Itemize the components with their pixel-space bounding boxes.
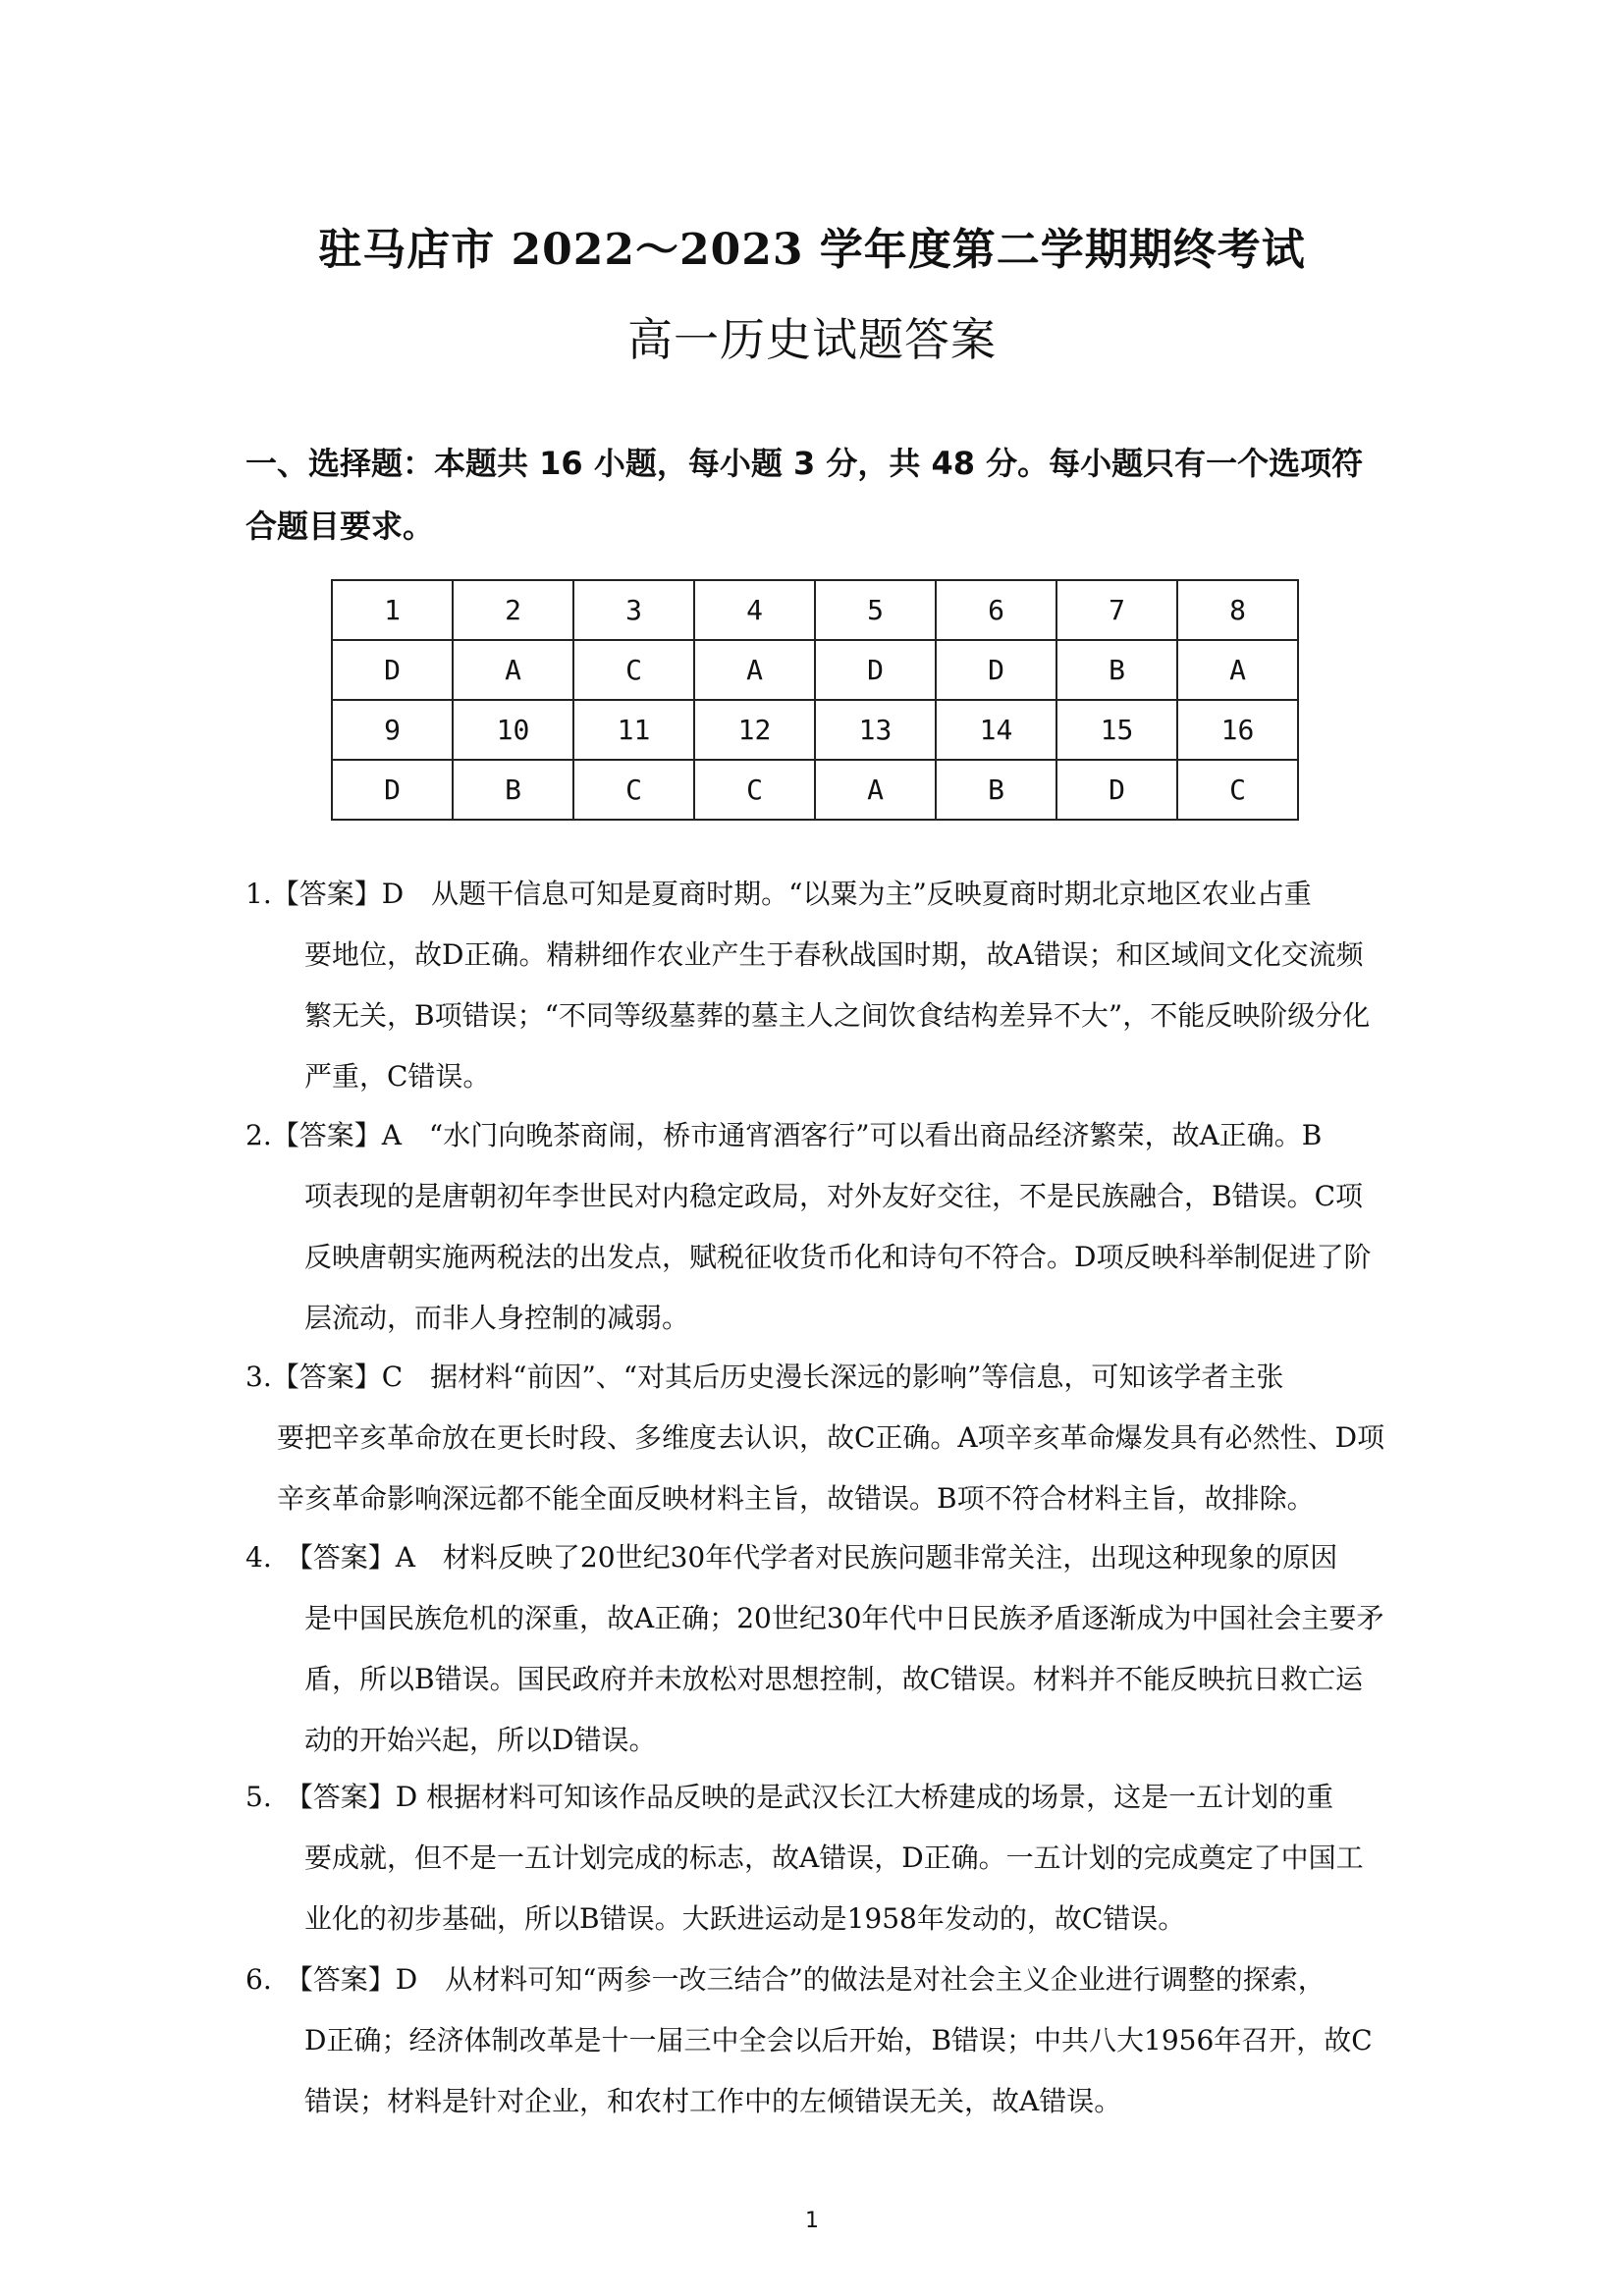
answer-cell: B — [1056, 640, 1177, 700]
question-number-cell: 2 — [453, 580, 573, 640]
answer-cell: B — [936, 760, 1056, 820]
answer-row — [332, 640, 1298, 700]
answer-cell: A — [694, 640, 815, 700]
question-number-cell: 11 — [573, 700, 694, 760]
explanation-5 — [245, 1767, 1386, 1949]
answer-cell: D — [1056, 760, 1177, 820]
answer-table — [331, 579, 1299, 821]
answer-cell: D — [332, 640, 453, 700]
answer-cell: B — [453, 760, 573, 820]
question-number-cell: 12 — [694, 700, 815, 760]
explanation-first-line: 1.【答案】D 从题干信息可知是夏商时期。“以粟为主”反映夏商时期北京地区农业占重 — [245, 878, 1312, 910]
page-number: 1 — [805, 2209, 819, 2233]
question-number-cell: 13 — [815, 700, 936, 760]
question-number-cell: 5 — [815, 580, 936, 640]
question-number-cell: 6 — [936, 580, 1056, 640]
explanation-first-line: 3.【答案】C 据材料“前因”、“对其后历史漫长深远的影响”等信息，可知该学者主张 — [245, 1361, 1284, 1393]
explanation-body: 项表现的是唐朝初年李世民对内稳定政局，对外友好交往，不是民族融合，B错误。C项反映唐朝实施两税法的出发点，赋税征收货币化和诗句不符合。D项反映科举制促进了阶层流动，而非人身控制的减弱。 — [304, 1180, 1372, 1334]
answer-cell: A — [815, 760, 936, 820]
answer-cell: C — [694, 760, 815, 820]
explanation-3 — [245, 1347, 1386, 1529]
question-number-cell: 15 — [1056, 700, 1177, 760]
explanation-4 — [245, 1527, 1386, 1771]
question-number-row — [332, 700, 1298, 760]
question-number-cell: 4 — [694, 580, 815, 640]
question-number-cell: 16 — [1177, 700, 1298, 760]
page-subtitle: 高一历史试题答案 — [627, 313, 997, 366]
answer-row — [332, 760, 1298, 820]
explanation-body: D正确；经济体制改革是十一届三中全会以后开始，B错误；中共八大1956年召开，故C 错误；材料是针对企业，和农村工作中的左倾错误无关，故A错误。 — [304, 2024, 1373, 2117]
explanation-2 — [245, 1105, 1386, 1349]
explanation-first-line: 6. 【答案】D 从材料可知“两参一改三结合”的做法是对社会主义企业进行调整的探索， — [245, 1963, 1326, 1996]
answer-cell: C — [573, 640, 694, 700]
question-number-cell: 10 — [453, 700, 573, 760]
question-number-cell: 7 — [1056, 580, 1177, 640]
explanation-1 — [245, 864, 1386, 1107]
answer-cell: D — [936, 640, 1056, 700]
answer-cell: A — [453, 640, 573, 700]
answer-cell: C — [1177, 760, 1298, 820]
question-number-cell: 3 — [573, 580, 694, 640]
explanation-body: 要把辛亥革命放在更长时段、多维度去认识，故C正确。A项辛亥革命爆发具有必然性、D项辛亥革命影响深远都不能全面反映材料主旨，故错误。B项不符合材料主旨，故排除。 — [277, 1421, 1385, 1515]
explanation-first-line: 2.【答案】A “水门向晚茶商闹，桥市通宵酒客行”可以看出商品经济繁荣，故A正确。B — [245, 1119, 1323, 1151]
question-number-cell: 8 — [1177, 580, 1298, 640]
question-number-cell: 1 — [332, 580, 453, 640]
question-number-cell: 9 — [332, 700, 453, 760]
answer-cell: C — [573, 760, 694, 820]
explanation-body: 要地位，故D正确。精耕细作农业产生于春秋战国时期，故A错误；和区域间文化交流频繁无关，B项错误；“不同等级墓葬的墓主人之间饮食结构差异不大”，不能反映阶级分化严重，C错误。 — [304, 938, 1371, 1093]
explanation-6 — [245, 1949, 1386, 2132]
section-heading: 一、选择题：本题共 16 小题，每小题 3 分，共 48 分。每小题只有一个选项符合题目要求。 — [245, 445, 1364, 545]
explanation-first-line: 5. 【答案】D 根据材料可知该作品反映的是武汉长江大桥建成的场景，这是一五计划的重 — [245, 1781, 1334, 1813]
answer-cell: D — [815, 640, 936, 700]
answer-cell: D — [332, 760, 453, 820]
question-number-row — [332, 580, 1298, 640]
explanation-first-line: 4. 【答案】A 材料反映了20世纪30年代学者对民族问题非常关注，出现这种现象的原因 — [245, 1541, 1338, 1574]
answer-cell: A — [1177, 640, 1298, 700]
page-title: 驻马店市 2022～2023 学年度第二学期期终考试 — [318, 225, 1306, 275]
explanation-body: 是中国民族危机的深重，故A正确；20世纪30年代中日民族矛盾逐渐成为中国社会主要矛盾，所以B错误。国民政府并未放松对思想控制，故C错误。材料并不能反映抗日救亡运动的开始兴起，所以D错误。 — [304, 1602, 1384, 1756]
question-number-cell: 14 — [936, 700, 1056, 760]
explanation-body: 要成就，但不是一五计划完成的标志，故A错误，D正确。一五计划的完成奠定了中国工业化的初步基础，所以B错误。大跃进运动是1958年发动的，故C错误。 — [304, 1842, 1364, 1935]
